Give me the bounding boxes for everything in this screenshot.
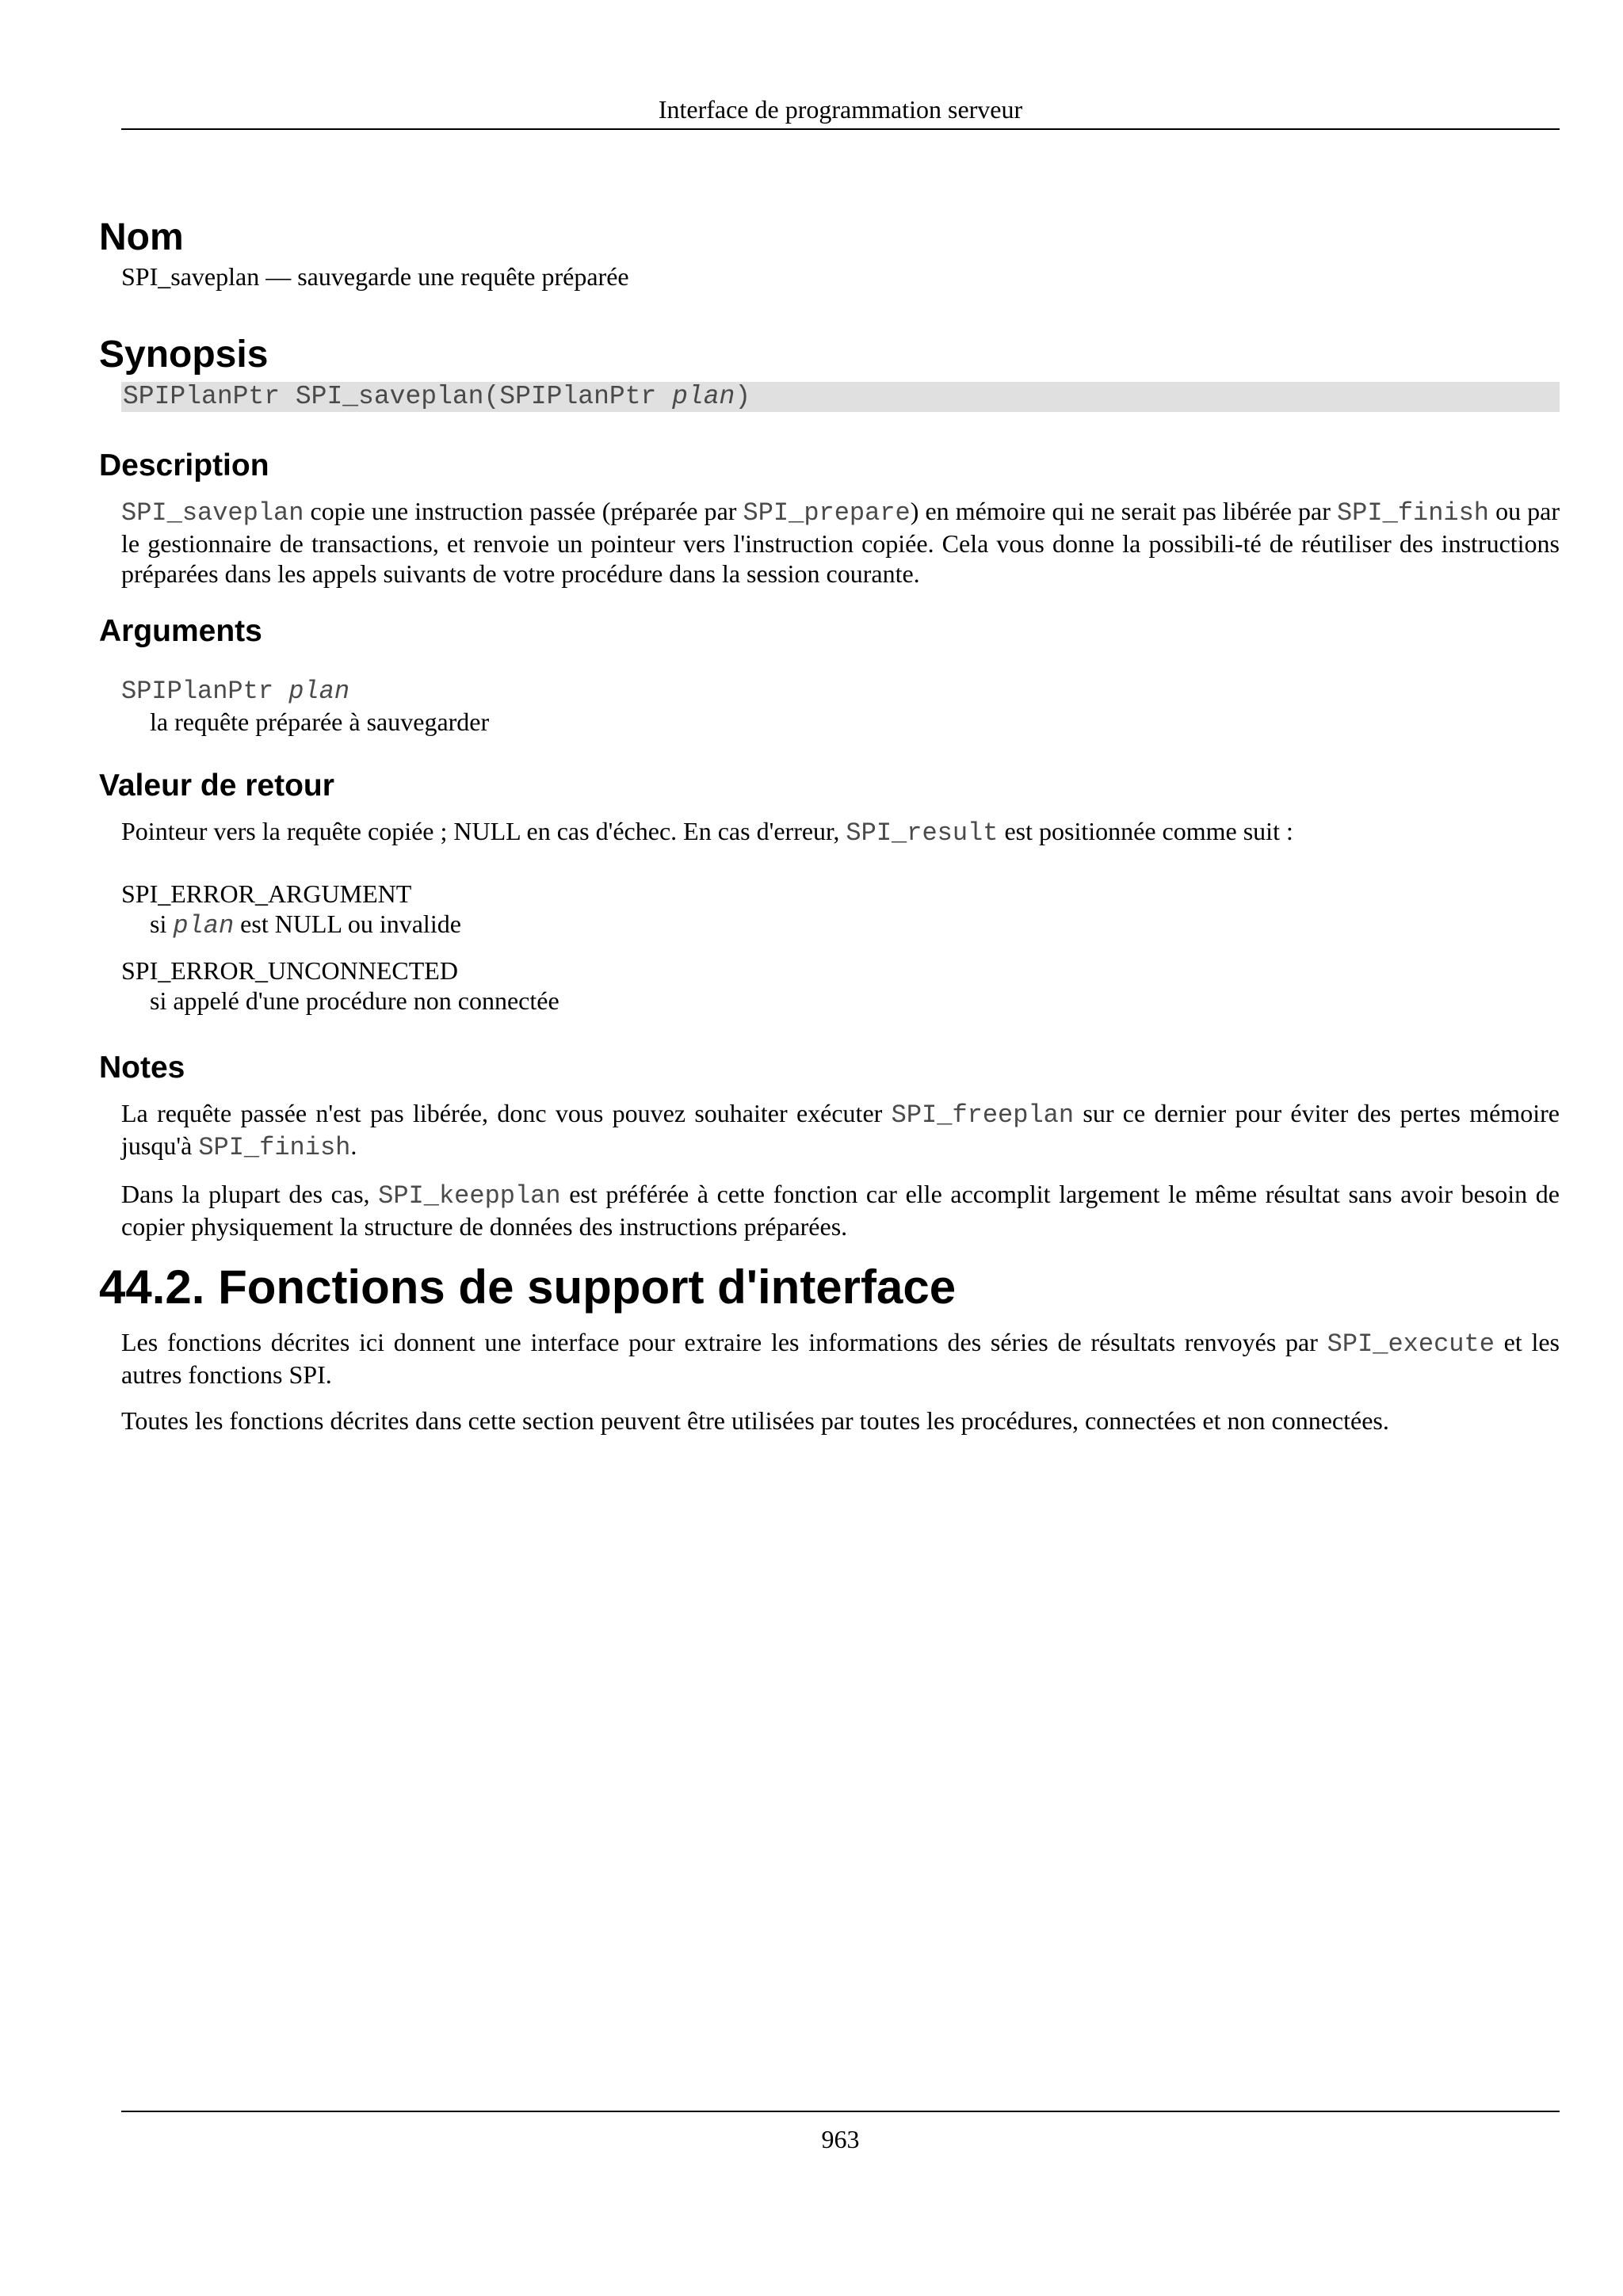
code-spi-prepare: SPI_prepare [743,498,911,528]
description-text-3: ou par le gestionnaire de transactions, et renvoie un pointeur vers l'instruction copiée. Cela vous donne la possibili-té de réutiliser des instructions préparées dans les appels suivants de votre procédure dans la session courante. [121,497,1560,588]
section-paragraph-1 [121,1327,1560,1390]
footer-rule [121,2111,1560,2112]
error-def-argument [150,909,1560,941]
description-text-2: ) en mémoire qui ne serait pas libérée par [910,497,1337,525]
retour-paragraph [121,816,1560,849]
description-heading: Description [99,448,269,482]
synopsis-heading: Synopsis [99,334,269,376]
code-spi-finish-2: SPI_finish [198,1133,351,1162]
retour-heading: Valeur de retour [99,769,334,803]
notes-paragraph-1 [121,1098,1560,1163]
description-paragraph [121,496,1560,589]
error-term-argument: SPI_ERROR_ARGUMENT [121,879,412,908]
code-spi-saveplan: SPI_saveplan [121,498,304,528]
retour-text-2: est positionnée comme suit : [998,817,1293,845]
error-term-unconnected: SPI_ERROR_UNCONNECTED [121,956,458,985]
section-p1-text-2: et les autres fonctions SPI. [121,1328,1560,1389]
code-spi-finish: SPI_finish [1336,498,1489,528]
nom-text: SPI_saveplan — sauvegarde une requête préparée [121,262,629,291]
notes-p1-text-3: . [350,1131,357,1160]
notes-p2-text-1: Dans la plupart des cas, [121,1180,379,1208]
arguments-heading: Arguments [99,614,262,648]
code-spi-keepplan: SPI_keepplan [378,1181,561,1211]
error-list [121,879,1560,1016]
header-rule [121,128,1560,130]
description-text-1: copie une instruction passée (préparée par [304,497,743,525]
notes-p1-text-1: La requête passée n'est pas libérée, donc vous pouvez souhaiter exécuter [121,1099,892,1127]
synopsis-code-prefix: SPIPlanPtr SPI_saveplan(SPIPlanPtr [123,382,673,411]
argument-param: plan [288,677,350,706]
section-paragraph-2: Toutes les fonctions décrites dans cette section peuvent être utilisées par toutes les procédures, connectées et non connectées. [121,1406,1389,1435]
notes-p2-text-2: est préférée à cette fonction car elle accomplit largement le même résultat sans avoir besoin de copier physiquement la structure de données des instructions préparées. [121,1180,1560,1241]
retour-text-1: Pointeur vers la requête copiée ; NULL en cas d'échec. En cas d'erreur, [121,817,846,845]
error-def-argument-code: plan [173,911,235,940]
argument-term [121,674,1560,707]
notes-paragraph-2 [121,1179,1560,1241]
argument-type: SPIPlanPtr [121,677,289,706]
code-spi-result: SPI_result [846,818,999,848]
notes-p1-text-2: sur ce dernier pour éviter des pertes mémoire jusqu'à [121,1099,1560,1160]
page-content [99,214,1560,1436]
section-heading: 44.2. Fonctions de support d'interface [99,1261,957,1314]
error-def-argument-pre: si [150,910,174,938]
nom-heading: Nom [99,216,184,258]
notes-heading: Notes [99,1051,185,1085]
synopsis-code-param: plan [672,382,735,411]
synopsis-code [121,382,1560,412]
error-def-argument-post: est NULL ou invalide [234,910,461,938]
synopsis-code-suffix: ) [735,382,751,411]
argument-entry [121,674,1560,737]
error-def-unconnected: si appelé d'une procédure non connectée [150,986,559,1015]
code-spi-freeplan: SPI_freeplan [891,1100,1075,1130]
argument-definition: la requête préparée à sauvegarder [150,707,490,736]
code-spi-execute: SPI_execute [1327,1329,1495,1359]
page-number: 963 [821,2125,860,2153]
section-p1-text-1: Les fonctions décrites ici donnent une interface pour extraire les informations des séries de résultats renvoyés par [121,1328,1327,1356]
running-header: Interface de programmation serveur [658,95,1023,124]
